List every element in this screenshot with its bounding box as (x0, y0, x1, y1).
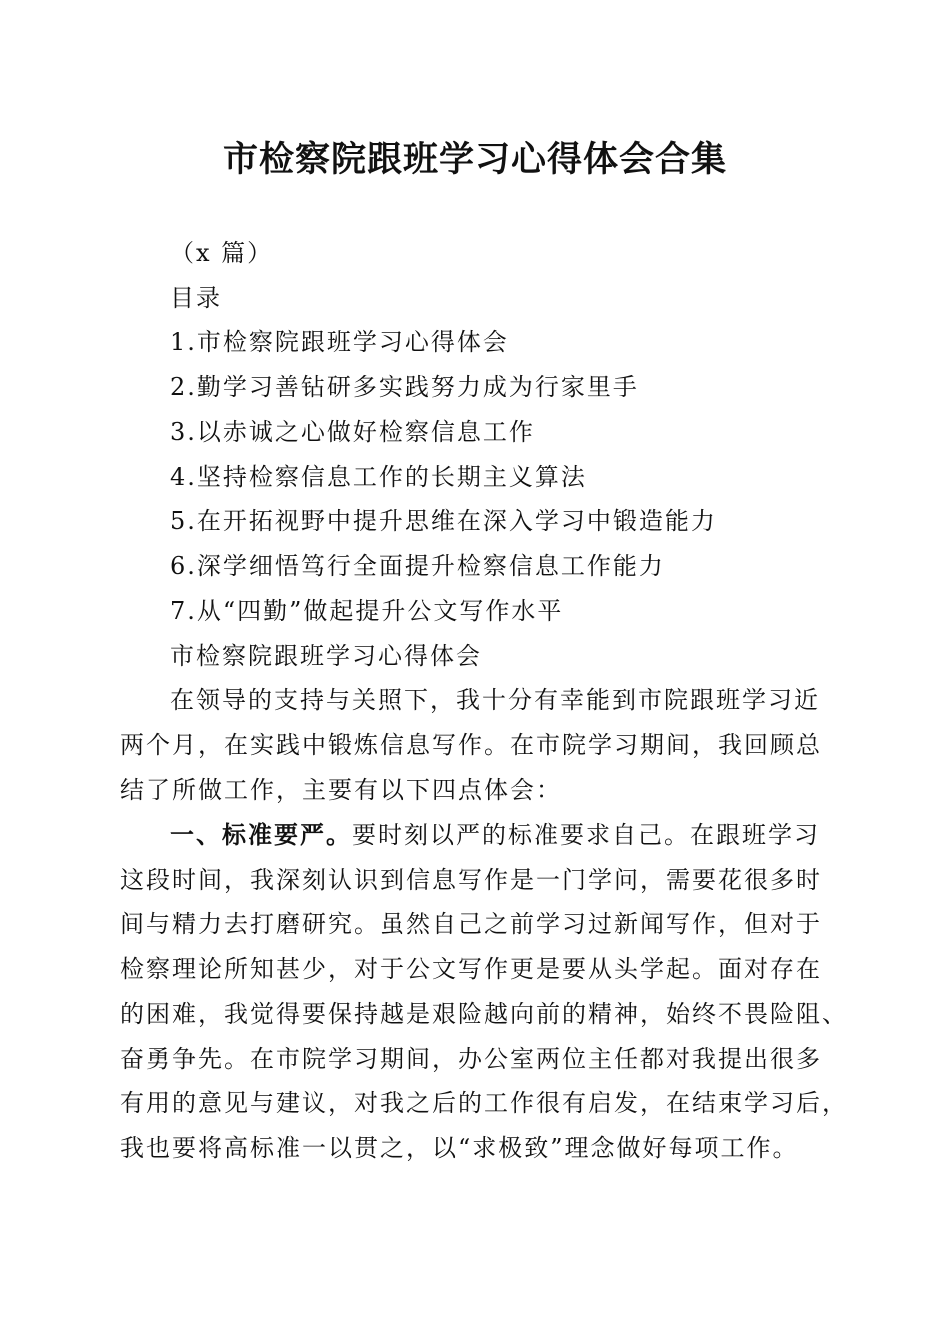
point1-line-8: 我也要将高标准一以贯之，以“求极致”理念做好每项工作。 (120, 1134, 799, 1162)
toc-item-7: 7.从“四勤”做起提升公文写作水平 (170, 597, 564, 625)
toc-item-2: 2.勤学习善钻研多实践努力成为行家里手 (170, 373, 639, 401)
toc-heading: 目录 (170, 284, 222, 312)
toc-item-3: 3.以赤诚之心做好检察信息工作 (170, 418, 535, 446)
intro-line-1: 在领导的支持与关照下，我十分有幸能到市院跟班学习近 (170, 686, 820, 714)
toc-item-5: 5.在开拓视野中提升思维在深入学习中锻造能力 (170, 507, 717, 535)
point1-first-line (170, 817, 820, 853)
toc-item-6: 6.深学细悟笃行全面提升检察信息工作能力 (170, 552, 665, 580)
toc-item-4: 4.坚持检察信息工作的长期主义算法 (170, 463, 587, 491)
point1-line-5: 的困难，我觉得要保持越是艰险越向前的精神，始终不畏险阻、 (120, 1000, 848, 1028)
point1-first-text: 要时刻以严的标准要求自己。在跟班学习 (352, 821, 820, 849)
toc-item-1: 1.市检察院跟班学习心得体会 (170, 328, 509, 356)
document-title: 市检察院跟班学习心得体会合集 (222, 139, 727, 180)
point1-heading: 一、标准要严。 (170, 820, 352, 849)
point1-line-3: 间与精力去打磨研究。虽然自己之前学习过新闻写作，但对于 (120, 910, 822, 938)
point1-line-2: 这段时间，我深刻认识到信息写作是一门学问，需要花很多时 (120, 866, 822, 894)
count-note: （x 篇） (170, 239, 274, 267)
article-title: 市检察院跟班学习心得体会 (170, 642, 482, 670)
point1-line-4: 检察理论所知甚少，对于公文写作更是要从头学起。面对存在 (120, 955, 822, 983)
intro-line-3: 结了所做工作，主要有以下四点体会： (120, 776, 562, 804)
point1-line-7: 有用的意见与建议，对我之后的工作很有启发，在结束学习后， (120, 1089, 848, 1117)
intro-line-2: 两个月，在实践中锻炼信息写作。在市院学习期间，我回顾总 (120, 731, 822, 759)
point1-line-6: 奋勇争先。在市院学习期间，办公室两位主任都对我提出很多 (120, 1045, 822, 1073)
